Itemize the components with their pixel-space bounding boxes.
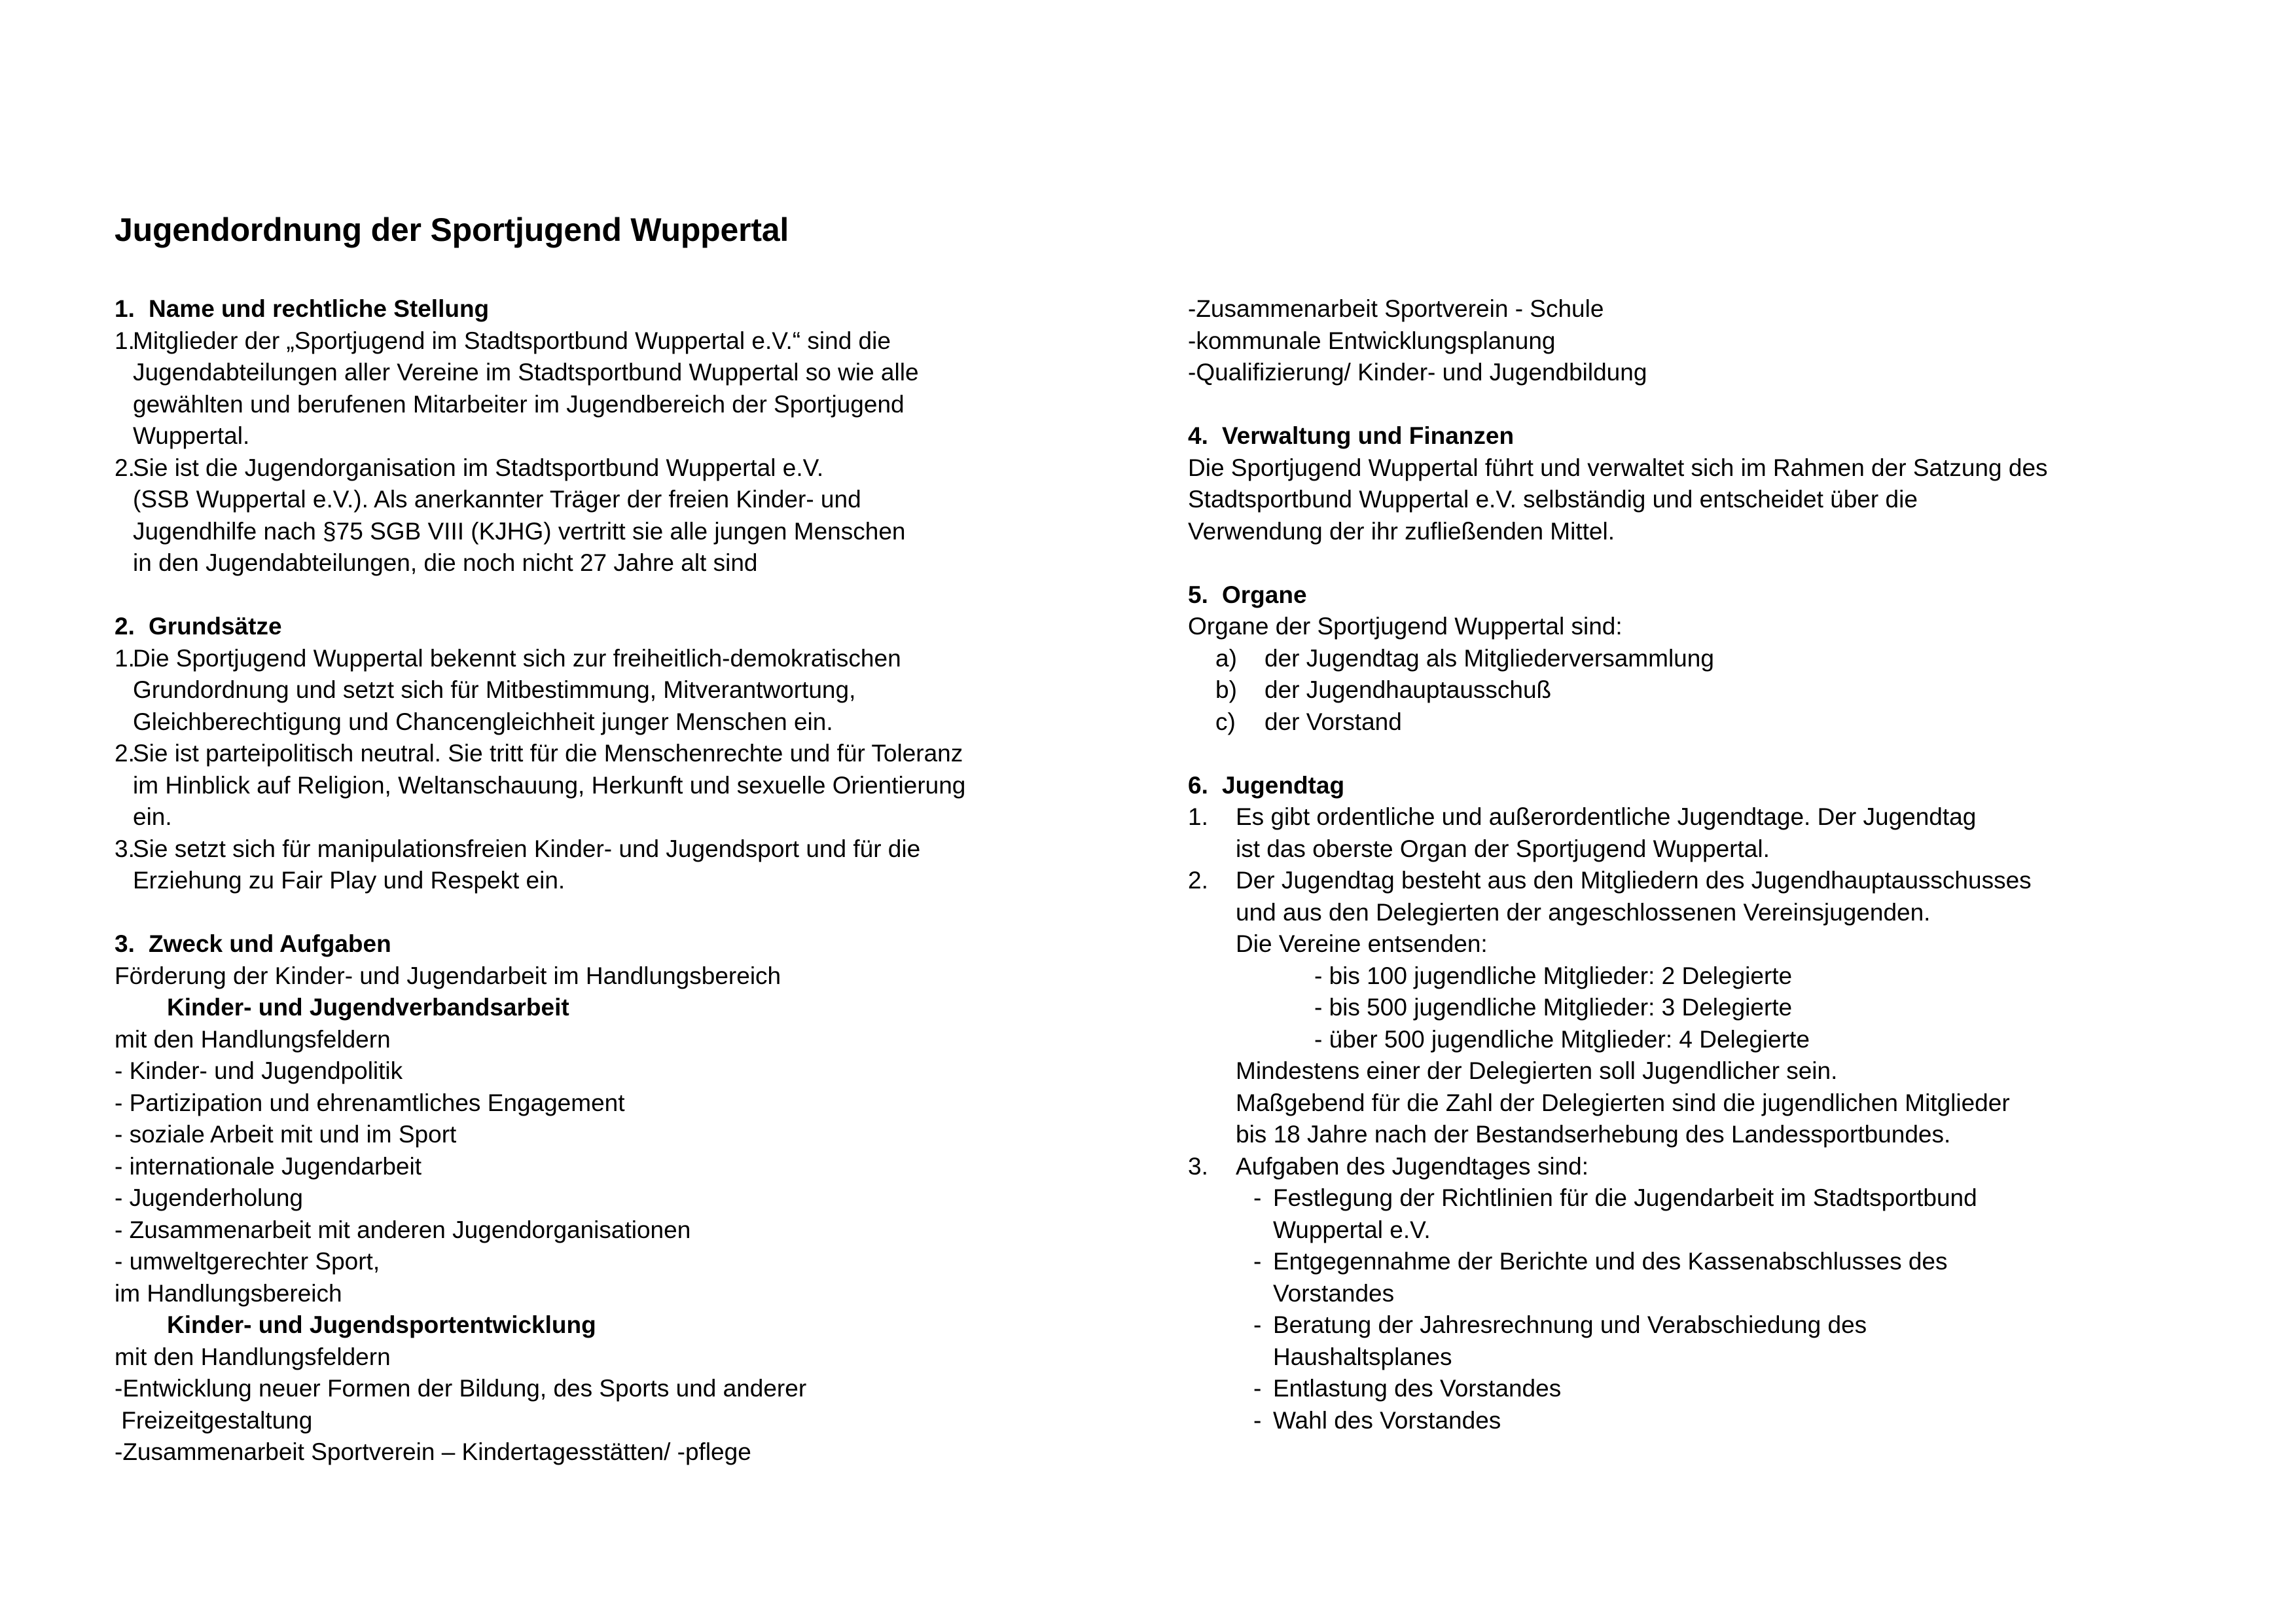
- text-line: Vorstandes: [1273, 1279, 1395, 1307]
- list-body: [133, 833, 1109, 897]
- text-line: Verwendung der ihr zufließenden Mittel.: [1188, 517, 1615, 545]
- text-line: Sie setzt sich für manipulationsfreien Kinder- und Jugendsport und für die: [133, 835, 921, 862]
- list-body: der Jugendtag als Mitgliederversammlung: [1265, 644, 1714, 672]
- list-item: [115, 833, 1109, 897]
- delegate-rule: - bis 100 jugendliche Mitglieder: 2 Delegierte: [1314, 962, 1793, 989]
- list-body: [133, 325, 1109, 452]
- text-line: Aufgaben des Jugendtages sind:: [1236, 1152, 1588, 1180]
- bullet-dash: -: [1253, 1406, 1262, 1434]
- list-item: [115, 643, 1109, 739]
- text-line: Wuppertal.: [133, 422, 250, 449]
- text-line: in den Jugendabteilungen, die noch nicht 27 Jahre alt sind: [133, 549, 758, 576]
- section-number-5: 5.: [1188, 581, 1208, 608]
- field-item: -Zusammenarbeit Sportverein – Kindertagesstätten/ -pflege: [115, 1438, 751, 1465]
- task-item: [1253, 1373, 2209, 1405]
- list-marker: 1.: [115, 644, 135, 672]
- text-line: Maßgebend für die Zahl der Delegierten sind die jugendlichen Mitglieder: [1236, 1089, 2010, 1116]
- bullet-dash: -: [1253, 1311, 1262, 1338]
- list-body: [1236, 1151, 2209, 1183]
- list-body: [133, 738, 1109, 833]
- text-line: Entlastung des Vorstandes: [1273, 1375, 1562, 1402]
- text-line: Gleichberechtigung und Chancengleichheit junger Menschen ein.: [133, 708, 833, 735]
- field-item: - Jugenderholung: [115, 1184, 303, 1211]
- text-line: Jugendhilfe nach §75 SGB VIII (KJHG) vertritt sie alle jungen Menschen: [133, 517, 906, 545]
- section-heading-6: [1188, 770, 2209, 802]
- list-marker: c): [1215, 708, 1236, 735]
- list-item: [115, 325, 1109, 452]
- spacer: [1188, 547, 2209, 579]
- text-line: Mindestens einer der Delegierten soll Jugendlicher sein.: [1236, 1057, 1838, 1084]
- spacer: [115, 897, 1109, 929]
- section-heading-3: [115, 928, 1109, 960]
- text-line: Erziehung zu Fair Play und Respekt ein.: [133, 867, 565, 894]
- section-heading-5: [1188, 579, 2209, 611]
- list-body: [133, 643, 1109, 739]
- list-item: [1215, 674, 2209, 706]
- text-line: Der Jugendtag besteht aus den Mitgliedern des Jugendhauptausschusses: [1236, 867, 2032, 894]
- section-title-2: Grundsätze: [149, 613, 282, 640]
- text-line: Haushaltsplanes: [1273, 1343, 1452, 1370]
- text-line: Entgegennahme der Berichte und des Kassenabschlusses des: [1273, 1248, 1948, 1275]
- list-item: [1188, 1151, 2209, 1183]
- list-marker: 2.: [115, 454, 135, 481]
- list-item: [1188, 801, 2209, 865]
- task-body: [1273, 1405, 2209, 1437]
- text-line: Beratung der Jahresrechnung und Verabschiedung des: [1273, 1311, 1867, 1338]
- list-item: [1188, 865, 2209, 1151]
- text-line: Sie ist parteipolitisch neutral. Sie tritt für die Menschenrechte und für Toleranz: [133, 740, 963, 767]
- task-body: [1273, 1373, 2209, 1405]
- list-marker: 1.: [115, 327, 135, 354]
- section-title-1: Name und rechtliche Stellung: [149, 295, 490, 322]
- task-item: [1253, 1309, 2209, 1373]
- section-number-3: 3.: [115, 930, 135, 957]
- text-line: Wuppertal e.V.: [1273, 1216, 1431, 1243]
- text-line: Die Sportjugend Wuppertal bekennt sich zur freiheitlich-demokratischen: [133, 644, 901, 672]
- right-column: [1188, 293, 2209, 1436]
- list-marker: 1.: [1188, 803, 1208, 830]
- list-marker: b): [1215, 676, 1237, 703]
- spacer: [1188, 738, 2209, 770]
- section-number-6: 6.: [1188, 771, 1208, 799]
- field-item: - umweltgerechter Sport,: [115, 1248, 380, 1275]
- subheading-jugendsportentwicklung: Kinder- und Jugendsportentwicklung: [167, 1311, 596, 1338]
- field-item: - Partizipation und ehrenamtliches Engagement: [115, 1089, 625, 1116]
- bullet-dash: -: [1253, 1248, 1262, 1275]
- field-item: - Kinder- und Jugendpolitik: [115, 1057, 403, 1084]
- left-column: [115, 293, 1109, 1468]
- page-title: Jugendordnung der Sportjugend Wuppertal: [115, 211, 789, 248]
- bullet-dash: -: [1253, 1184, 1262, 1211]
- text-line: Sie ist die Jugendorganisation im Stadtsportbund Wuppertal e.V.: [133, 454, 824, 481]
- field-item: -Zusammenarbeit Sportverein - Schule: [1188, 295, 1604, 322]
- text-line: Stadtsportbund Wuppertal e.V. selbständig und entscheidet über die: [1188, 486, 1918, 513]
- task-body: [1273, 1309, 2209, 1373]
- text-line: Festlegung der Richtlinien für die Jugendarbeit im Stadtsportbund: [1273, 1184, 1977, 1211]
- list-marker: 2.: [115, 740, 135, 767]
- text-line: (SSB Wuppertal e.V.). Als anerkannter Träger der freien Kinder- und: [133, 486, 861, 513]
- field-item: -Qualifizierung/ Kinder- und Jugendbildung: [1188, 359, 1647, 386]
- spacer: [115, 579, 1109, 611]
- text-line: ist das oberste Organ der Sportjugend Wuppertal.: [1236, 835, 1770, 862]
- section-number-1: 1.: [115, 295, 135, 322]
- section-title-4: Verwaltung und Finanzen: [1222, 422, 1515, 449]
- section3-intro: Förderung der Kinder- und Jugendarbeit im Handlungsbereich: [115, 962, 781, 989]
- text-line: Mitglieder der „Sportjugend im Stadtsportbund Wuppertal e.V.“ sind die: [133, 327, 891, 354]
- text-line: bis 18 Jahre nach der Bestandserhebung des Landessportbundes.: [1236, 1121, 1951, 1148]
- list-item: [1215, 643, 2209, 675]
- text-line: Jugendabteilungen aller Vereine im Stadtsportbund Wuppertal so wie alle: [133, 359, 919, 386]
- section5-intro: Organe der Sportjugend Wuppertal sind:: [1188, 613, 1623, 640]
- text-line: gewählten und berufenen Mitarbeiter im Jugendbereich der Sportjugend: [133, 390, 905, 418]
- list-item: [115, 452, 1109, 579]
- section-number-4: 4.: [1188, 422, 1208, 449]
- field-item: - soziale Arbeit mit und im Sport: [115, 1121, 457, 1148]
- delegate-rule: - bis 500 jugendliche Mitglieder: 3 Delegierte: [1314, 994, 1793, 1021]
- field-item: - Zusammenarbeit mit anderen Jugendorganisationen: [115, 1216, 691, 1243]
- fields-intro-1: mit den Handlungsfeldern: [115, 1025, 391, 1053]
- list-marker: a): [1215, 644, 1237, 672]
- text-line: Die Sportjugend Wuppertal führt und verwaltet sich im Rahmen der Satzung des: [1188, 454, 2048, 481]
- section-number-2: 2.: [115, 613, 135, 640]
- section-heading-4: [1188, 420, 2209, 452]
- section-title-5: Organe: [1222, 581, 1307, 608]
- task-body: [1273, 1182, 2209, 1246]
- field-item: - internationale Jugendarbeit: [115, 1152, 422, 1180]
- list-body: der Vorstand: [1265, 708, 1402, 735]
- text-line: Grundordnung und setzt sich für Mitbestimmung, Mitverantwortung,: [133, 676, 856, 703]
- section-title-6: Jugendtag: [1222, 771, 1345, 799]
- field-item-continuation: Freizeitgestaltung: [115, 1406, 313, 1434]
- bullet-dash: -: [1253, 1375, 1262, 1402]
- list-body: der Jugendhauptausschuß: [1265, 676, 1552, 703]
- area-intro: im Handlungsbereich: [115, 1279, 342, 1307]
- list-item: [115, 738, 1109, 833]
- list-body: [133, 452, 1109, 579]
- task-item: [1253, 1405, 2209, 1437]
- list-marker: 2.: [1188, 867, 1208, 894]
- list-marker: 3.: [1188, 1152, 1208, 1180]
- task-body: [1273, 1246, 2209, 1309]
- fields-intro-2: mit den Handlungsfeldern: [115, 1343, 391, 1370]
- task-item: [1253, 1246, 2209, 1309]
- list-body: [1236, 865, 2209, 1151]
- spacer: [1188, 389, 2209, 421]
- section-heading-1: [115, 293, 1109, 325]
- task-item: [1253, 1182, 2209, 1246]
- text-line: Die Vereine entsenden:: [1236, 930, 1488, 957]
- list-marker: 3.: [115, 835, 135, 862]
- field-item: -Entwicklung neuer Formen der Bildung, des Sports und anderer: [115, 1375, 807, 1402]
- text-line: im Hinblick auf Religion, Weltanschauung, Herkunft und sexuelle Orientierung: [133, 771, 966, 799]
- list-item: [1215, 706, 2209, 739]
- text-line: und aus den Delegierten der angeschlossenen Vereinsjugenden.: [1236, 898, 1931, 926]
- list-body: [1236, 801, 2209, 865]
- text-line: Wahl des Vorstandes: [1273, 1406, 1501, 1434]
- delegate-rule: - über 500 jugendliche Mitglieder: 4 Delegierte: [1314, 1025, 1810, 1053]
- text-line: Es gibt ordentliche und außerordentliche Jugendtage. Der Jugendtag: [1236, 803, 1977, 830]
- text-line: ein.: [133, 803, 172, 830]
- section-title-3: Zweck und Aufgaben: [149, 930, 391, 957]
- field-item: -kommunale Entwicklungsplanung: [1188, 327, 1556, 354]
- section-heading-2: [115, 611, 1109, 643]
- subheading-jugendverbandsarbeit: Kinder- und Jugendverbandsarbeit: [167, 994, 569, 1021]
- delegates-list: [1314, 960, 2209, 1056]
